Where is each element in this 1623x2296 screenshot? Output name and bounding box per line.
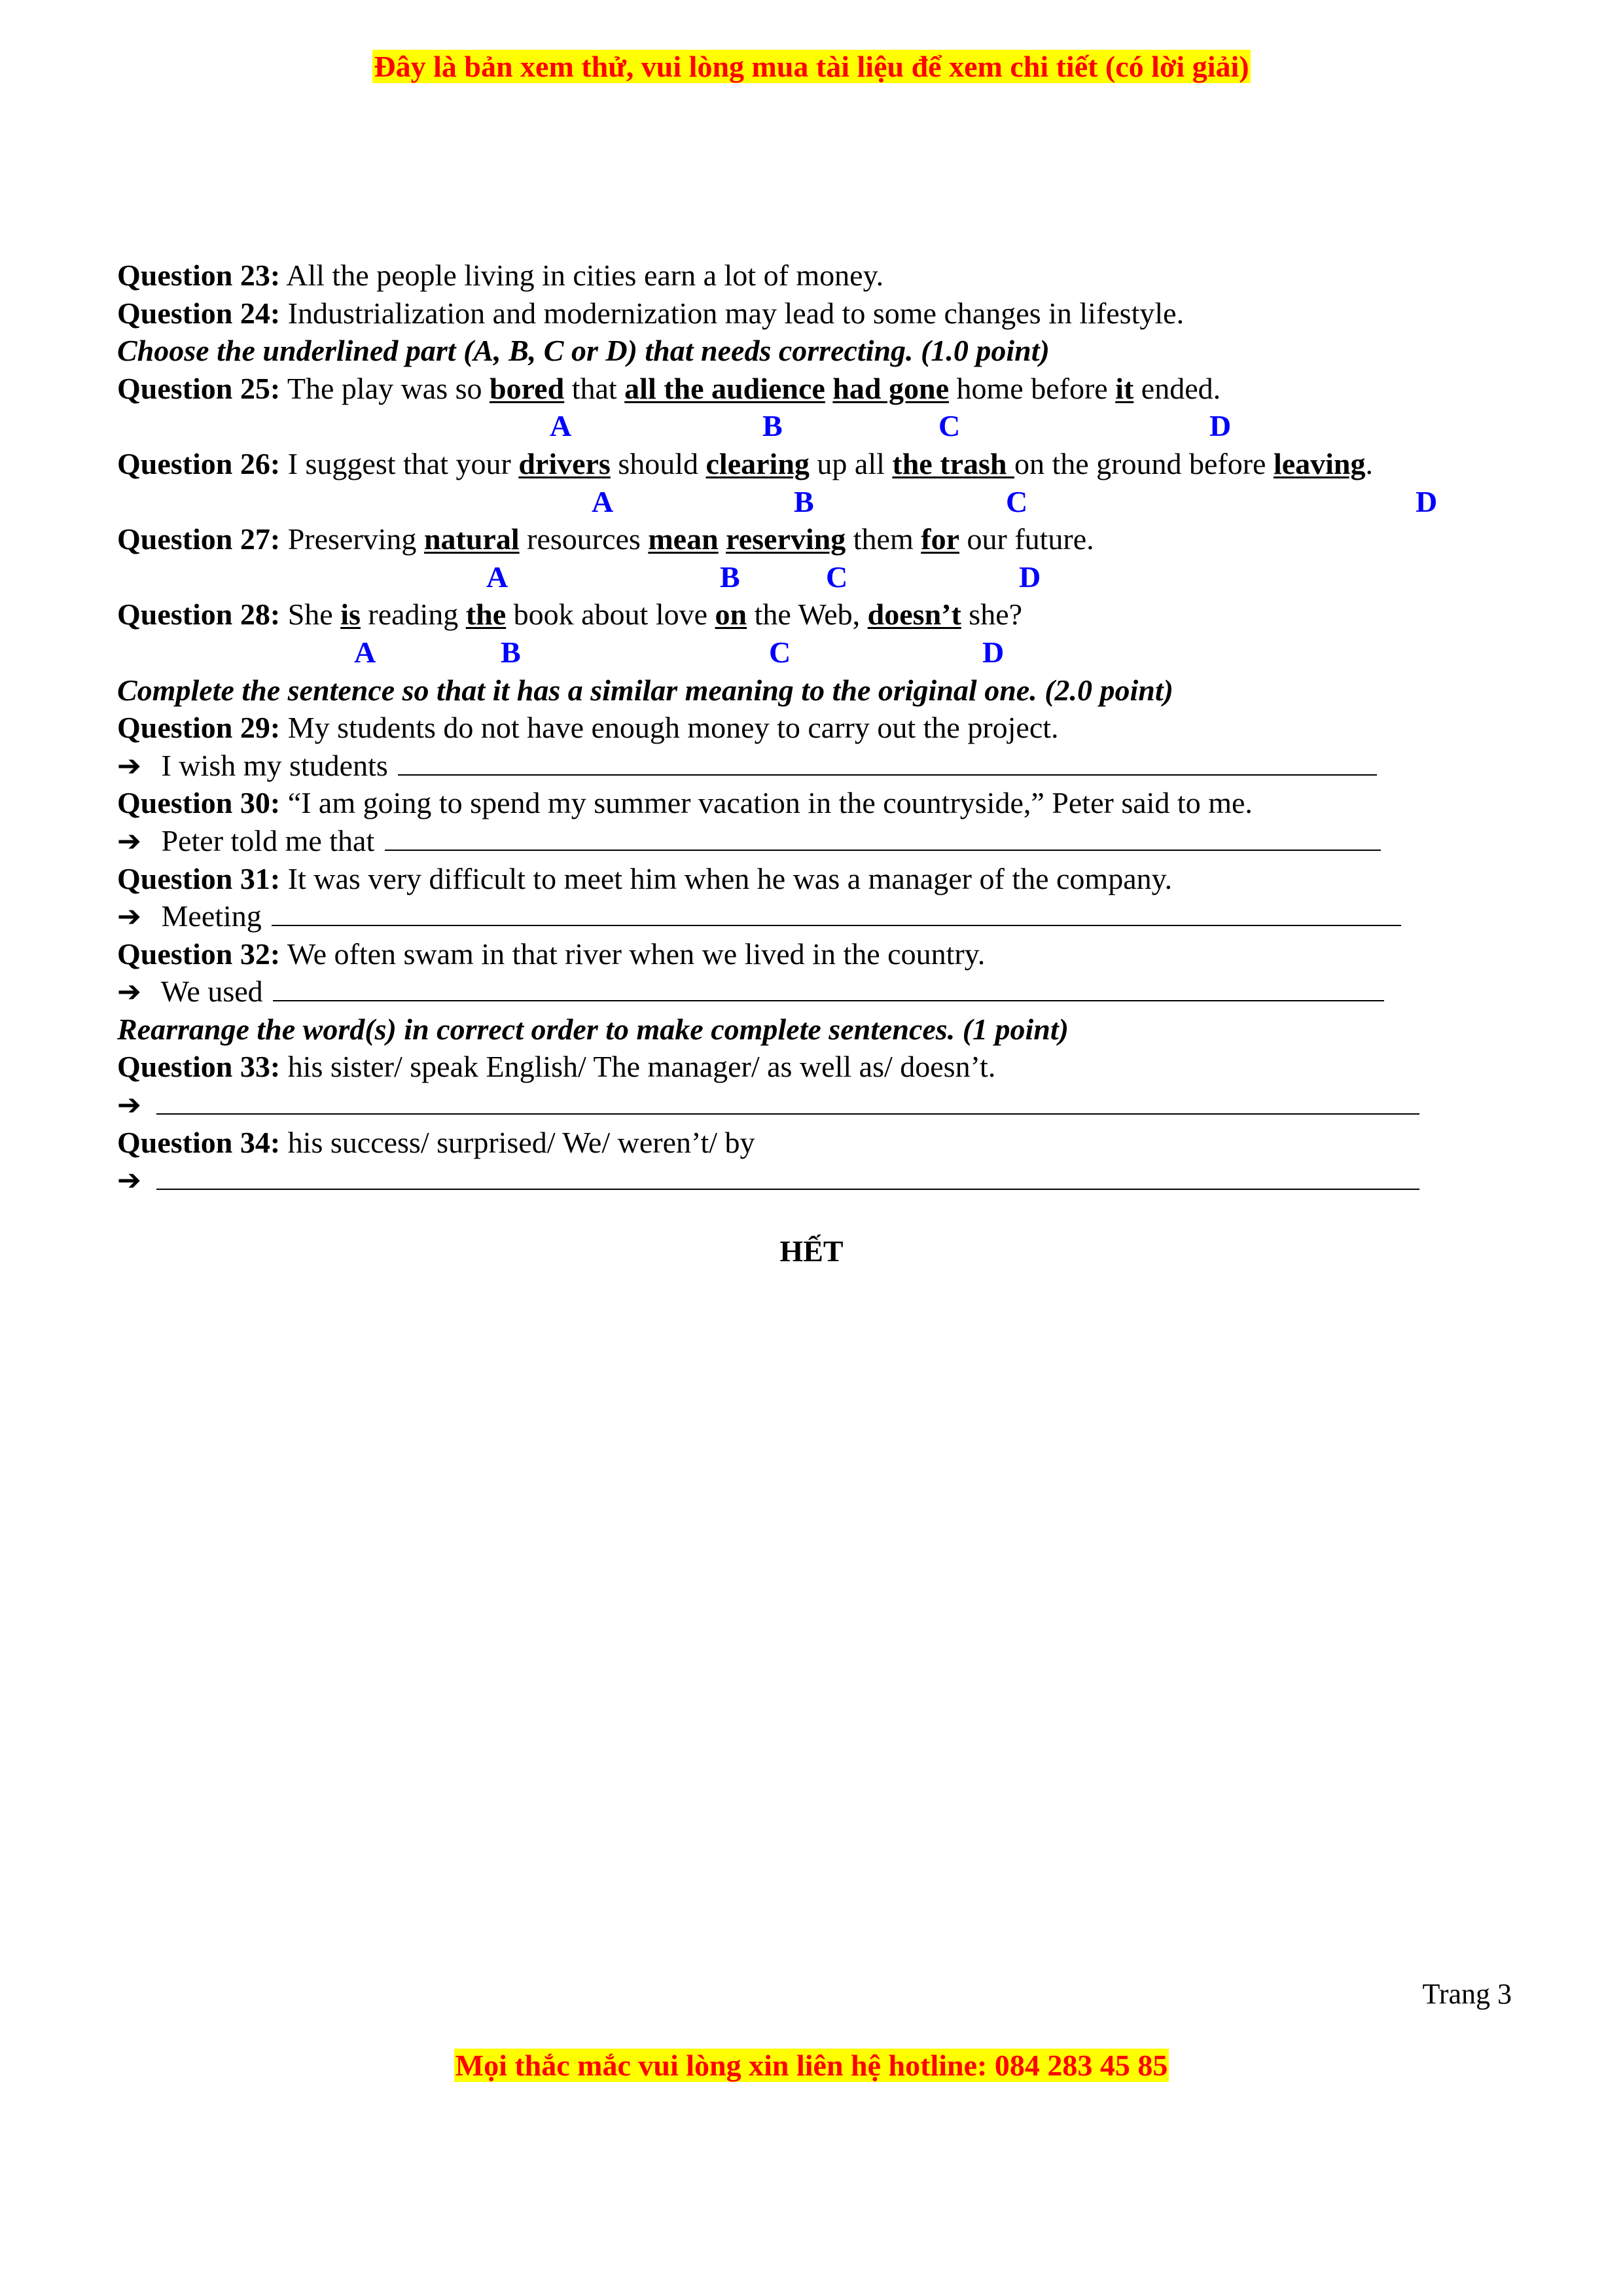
section-instruction-error-correction: Choose the underlined part (A, B, C or D) that needs correcting. (1.0 point) — [117, 334, 1050, 368]
option-label-a: A — [592, 484, 614, 518]
underlined-option-c: the trash — [892, 446, 1014, 480]
arrow-right-icon: ➔ — [117, 824, 141, 858]
question-label: Question 34: — [117, 1125, 281, 1159]
option-label-b: B — [794, 484, 814, 518]
question-text: Industrialization and modernization may lead to some changes in lifestyle. — [280, 296, 1185, 330]
option-label-a: A — [486, 560, 508, 594]
sentence-part: should — [610, 446, 706, 480]
sentence-part: that — [564, 371, 625, 405]
underlined-option-c: had gone — [832, 371, 950, 405]
option-labels-row — [117, 483, 1524, 521]
question-28 — [117, 596, 1524, 634]
answer-blank[interactable] — [385, 823, 1381, 851]
question-27 — [117, 520, 1524, 558]
preview-notice-banner — [0, 48, 1623, 85]
sentence-part — [825, 372, 833, 405]
question-text: his sister/ speak English/ The manager/ as well as/ doesn’t. — [280, 1050, 996, 1084]
underlined-option-a: natural — [423, 522, 520, 556]
underlined-option-a: drivers — [518, 446, 611, 480]
arrow-right-icon: ➔ — [117, 1164, 141, 1198]
question-34 — [117, 1124, 1524, 1162]
arrow-right-icon: ➔ — [117, 900, 141, 934]
answer-line — [117, 1086, 1524, 1124]
sentence-part: reading — [360, 598, 466, 632]
option-labels-row — [117, 407, 1524, 445]
sentence-part: on the ground before — [1014, 446, 1274, 480]
option-labels-row — [117, 634, 1524, 672]
sentence-part: she? — [961, 598, 1023, 632]
underlined-option-c: on — [715, 598, 747, 632]
page-number: Trang 3 — [1422, 1978, 1512, 2010]
question-text: All the people living in cities earn a lot of money. — [280, 259, 884, 292]
question-33 — [117, 1048, 1524, 1086]
option-label-c: C — [938, 409, 961, 443]
question-30 — [117, 784, 1524, 822]
arrow-right-icon: ➔ — [117, 1088, 141, 1122]
answer-line — [117, 973, 1524, 1011]
underlined-option-d: it — [1115, 371, 1134, 405]
question-text: his success/ surprised/ We/ weren’t/ by — [280, 1125, 755, 1159]
hotline-notice-banner — [0, 2047, 1623, 2084]
answer-line — [117, 897, 1524, 935]
sentence-part: the Web, — [747, 598, 868, 632]
question-label: Question 27: — [117, 522, 281, 556]
question-label: Question 23: — [117, 259, 281, 292]
option-label-d: D — [1019, 560, 1041, 594]
underlined-option-a: bored — [490, 371, 565, 405]
preview-notice-text: Đây là bản xem thử, vui lòng mua tài liệu để xem chi tiết (có lời giải) — [374, 50, 1249, 83]
question-29 — [117, 709, 1524, 747]
question-label: Question 32: — [117, 937, 281, 971]
question-25 — [117, 370, 1524, 408]
sentence-part: ended. — [1133, 371, 1221, 405]
underlined-option-b: clearing — [705, 446, 810, 480]
answer-line — [117, 822, 1524, 860]
sentence-part: book about love — [506, 598, 715, 632]
question-31 — [117, 860, 1524, 898]
sentence-part: . — [1365, 446, 1374, 480]
option-label-b: B — [720, 560, 740, 594]
sentence-part: our future. — [959, 522, 1094, 556]
option-label-d: D — [982, 635, 1005, 669]
underlined-option-b: mean — [648, 522, 719, 556]
answer-line — [117, 1161, 1524, 1199]
question-label: Question 29: — [117, 711, 281, 745]
question-label: Question 31: — [117, 861, 281, 895]
answer-prefix: Meeting — [154, 899, 270, 933]
sentence-part: up all — [809, 446, 893, 480]
arrow-right-icon: ➔ — [117, 975, 141, 1009]
arrow-right-icon: ➔ — [117, 749, 141, 783]
question-label: Question 25: — [117, 371, 281, 405]
question-23 — [117, 257, 1524, 295]
sentence-part — [719, 522, 726, 556]
option-label-d: D — [1416, 484, 1438, 518]
end-of-exam-mark: HẾT — [779, 1234, 844, 1268]
underlined-option-d: for — [921, 522, 959, 556]
answer-blank[interactable] — [156, 1087, 1419, 1115]
option-label-a: A — [354, 635, 376, 669]
answer-prefix: I wish my students — [154, 748, 396, 782]
underlined-option-b: all the audience — [624, 371, 825, 405]
option-label-c: C — [769, 635, 791, 669]
question-label: Question 28: — [117, 598, 281, 632]
question-label: Question 33: — [117, 1050, 281, 1084]
sentence-part: She — [280, 598, 341, 632]
option-label-c: C — [826, 560, 848, 594]
answer-blank[interactable] — [273, 974, 1384, 1001]
underlined-option-d: doesn’t — [867, 598, 961, 632]
question-32 — [117, 935, 1524, 973]
section-instruction-rearrange: Rearrange the word(s) in correct order to make complete sentences. (1 point) — [117, 1012, 1069, 1046]
sentence-part: resources — [519, 522, 649, 556]
question-26 — [117, 445, 1524, 483]
answer-prefix: We used — [154, 975, 271, 1009]
sentence-part: them — [846, 522, 921, 556]
option-labels-row — [117, 558, 1524, 596]
underlined-option-c: reserving — [726, 522, 846, 556]
sentence-part: The play was so — [280, 371, 490, 405]
sentence-part: home before — [949, 371, 1116, 405]
hotline-notice-text: Mọi thắc mắc vui lòng xin liên hệ hotline: 084 283 45 85 — [455, 2049, 1168, 2082]
question-text: “I am going to spend my summer vacation in the countryside,” Peter said to me. — [280, 786, 1253, 820]
section-instruction-rewrite: Complete the sentence so that it has a similar meaning to the original one. (2.0 point) — [117, 673, 1173, 707]
underlined-option-a: is — [340, 598, 361, 632]
sentence-part: Preserving — [280, 522, 424, 556]
answer-blank[interactable] — [398, 748, 1377, 776]
answer-blank[interactable] — [272, 899, 1401, 926]
question-label: Question 26: — [117, 446, 281, 480]
sentence-part: I suggest that your — [280, 446, 519, 480]
question-24 — [117, 295, 1524, 332]
answer-line — [117, 747, 1524, 785]
question-text: It was very difficult to meet him when he was a manager of the company. — [280, 861, 1173, 895]
underlined-option-d: leaving — [1273, 446, 1366, 480]
option-label-a: A — [550, 409, 572, 443]
option-label-b: B — [762, 409, 783, 443]
question-text: My students do not have enough money to carry out the project. — [280, 711, 1059, 745]
question-label: Question 30: — [117, 786, 281, 820]
answer-prefix: Peter told me that — [154, 823, 382, 857]
exam-content — [117, 257, 1524, 1199]
underlined-option-b: the — [465, 598, 507, 632]
question-text: We often swam in that river when we lived in the country. — [280, 937, 986, 971]
answer-blank[interactable] — [156, 1162, 1419, 1190]
option-label-d: D — [1209, 409, 1232, 443]
option-label-b: B — [501, 635, 521, 669]
option-label-c: C — [1006, 484, 1028, 518]
question-label: Question 24: — [117, 296, 281, 330]
